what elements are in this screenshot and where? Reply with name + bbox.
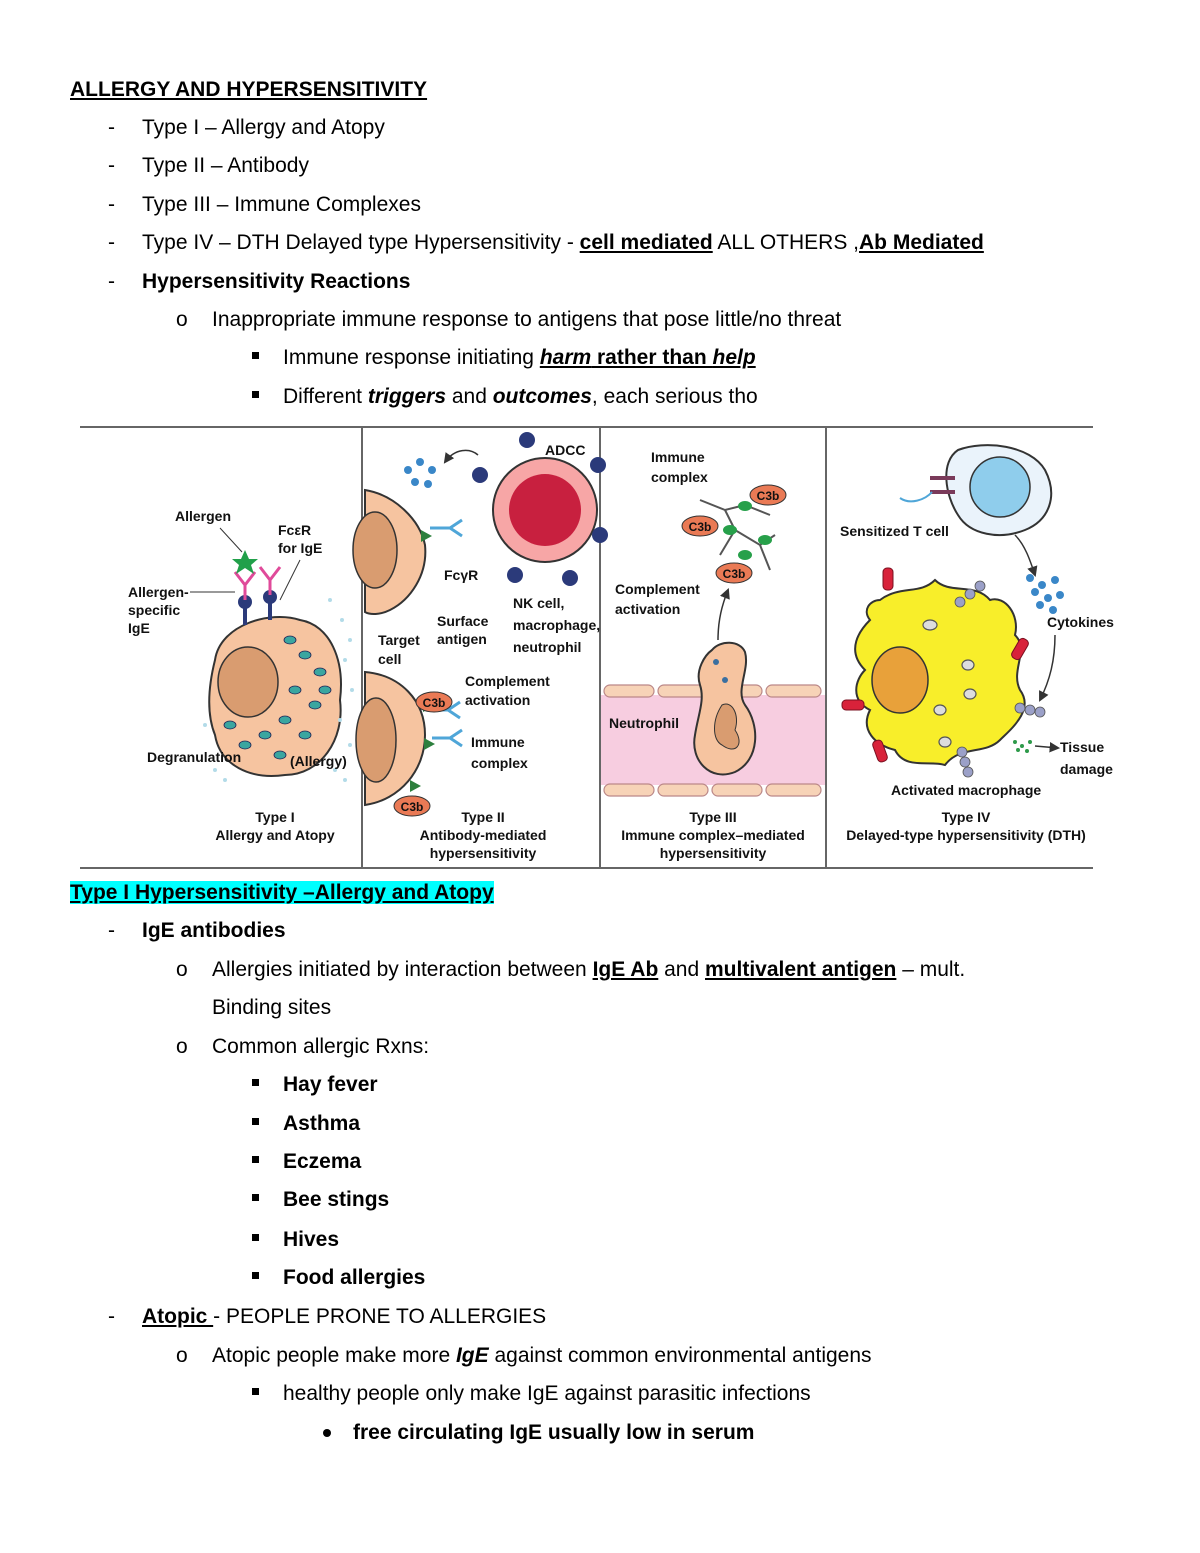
target-cell-label-2: cell [378, 651, 402, 667]
help-term: help [712, 346, 756, 369]
macrophage-nucleus [872, 647, 928, 713]
t-cell-nucleus [970, 457, 1030, 517]
free-ige-line: free circulating IgE usually low in serum [353, 1421, 755, 1444]
c3b-label-2: C3b [400, 800, 424, 814]
init-pre: Allergies initiated by interaction between [212, 958, 593, 981]
allergies-initiated-line [212, 956, 965, 984]
triggers-pre: Different [283, 385, 368, 408]
allergen-specific-label-3: IgE [128, 620, 150, 636]
binding-sites-line: Binding sites [212, 996, 332, 1019]
nk-label-3: neutrophil [513, 639, 582, 655]
type-4-text: Type IV – DTH Delayed type Hypersensitivity - [142, 231, 580, 254]
mast-cell-nucleus [218, 647, 278, 717]
tissue-damage-label: Tissue [1060, 739, 1105, 755]
multivalent-antigen-term: multivalent antigen [705, 958, 897, 981]
common-allergic-line: Common allergic Rxns: [212, 1035, 430, 1058]
rather-than: rather than [591, 346, 713, 369]
complement-label-2: activation [465, 692, 531, 708]
circle-bullet: o [176, 1035, 188, 1058]
triggers-term: triggers [367, 385, 447, 408]
target-cell-label: Target [378, 632, 420, 648]
fcer-label: FcεR [278, 522, 312, 538]
square-bullet [252, 1194, 259, 1201]
type-2-item: Type II – Antibody [142, 154, 309, 177]
ige-term: IgE [455, 1344, 489, 1367]
square-bullet [252, 1156, 259, 1163]
for-ige-label: for IgE [278, 540, 323, 556]
cell-mediated-term: cell mediated [579, 231, 713, 254]
ige-antibodies-item: IgE antibodies [142, 919, 286, 942]
antigen-ellipses [723, 501, 772, 560]
harm-term: harm [539, 346, 592, 369]
square-bullet [252, 1118, 259, 1125]
hypersensitivity-sub: Inappropriate immune response to antigens that pose little/no threat [212, 308, 842, 331]
triggers-and: and [446, 385, 493, 408]
reaction-item: Eczema [283, 1150, 362, 1173]
activated-macrophage-label: Activated macrophage [891, 782, 1042, 798]
immune-complex-label: Immune [471, 734, 525, 750]
cytokine-dots [1026, 574, 1064, 614]
c3b-label-3: C3b [756, 489, 780, 503]
atopic-item [142, 1303, 546, 1331]
type-2-caption-desc: Antibody-mediated [419, 827, 547, 843]
ige-ab-term: IgE Ab [592, 958, 659, 981]
reaction-item: Asthma [283, 1112, 361, 1135]
type-3-caption-desc: Immune complex–mediated [621, 827, 805, 843]
type-4-caption-desc: Delayed-type hypersensitivity (DTH) [846, 827, 1086, 843]
type-1-caption: Type I [255, 809, 295, 825]
harm-line-pre: Immune response initiating [283, 346, 540, 369]
tissue-damage-dots [1013, 740, 1032, 753]
c3b-label: C3b [422, 696, 446, 710]
surface-antigen-label: Surface [437, 613, 489, 629]
triggers-post: , each serious tho [591, 385, 758, 408]
type-1-heading-text: Type I Hypersensitivity –Allergy and Atopy [70, 881, 494, 904]
granzyme-dots [404, 458, 436, 488]
complement-label-3: Complement [615, 581, 700, 597]
c3b-label-4: C3b [688, 520, 712, 534]
ab-mediated-term: Ab Mediated [859, 231, 984, 254]
atopic-sub-pre: Atopic people make more [212, 1344, 456, 1367]
round-bullet [323, 1429, 331, 1437]
type-1-section-heading [70, 879, 494, 907]
list-dash: - [108, 231, 115, 254]
immune-complex [700, 500, 775, 570]
tissue-damage-label-2: damage [1060, 761, 1113, 777]
reaction-item: Hay fever [283, 1073, 378, 1096]
list-dash: - [108, 1305, 115, 1328]
immune-complex-label-2: complex [471, 755, 528, 771]
nk-label-2: macrophage, [513, 617, 601, 633]
surface-antigen-label-2: antigen [437, 631, 487, 647]
atopic-sub-post: against common environmental antigens [488, 1344, 872, 1367]
square-bullet [252, 1388, 259, 1395]
type-2-caption: Type II [461, 809, 505, 825]
nk-label: NK cell, [513, 595, 565, 611]
complement-label-4: activation [615, 601, 681, 617]
type-3-caption-desc-2: hypersensitivity [659, 845, 767, 861]
atopic-people-line [212, 1342, 872, 1370]
type-1-caption-desc: Allergy and Atopy [215, 827, 335, 843]
allergy-label: (Allergy) [290, 753, 347, 769]
degranulation-label: Degranulation [147, 749, 242, 765]
list-dash: - [108, 270, 115, 293]
page-title: ALLERGY AND HYPERSENSITIVITY [70, 78, 428, 101]
circle-bullet: o [176, 308, 188, 331]
list-dash: - [108, 919, 115, 942]
cytokines-label: Cytokines [1047, 614, 1114, 630]
allergen-specific-label-2: specific [128, 602, 181, 618]
sensitized-t-cell-label: Sensitized T cell [840, 523, 949, 539]
type-4-mid: ALL OTHERS , [712, 231, 860, 254]
square-bullet [252, 1234, 259, 1241]
allergen-specific-label: Allergen- [128, 584, 189, 600]
complement-label: Complement [465, 673, 550, 689]
circle-bullet: o [176, 958, 188, 981]
type-3-caption: Type III [689, 809, 737, 825]
outcomes-term: outcomes [492, 385, 592, 408]
immune-complex-label-4: complex [651, 469, 708, 485]
list-dash: - [108, 154, 115, 177]
square-bullet [252, 1079, 259, 1086]
panel-type-1 [128, 508, 354, 843]
immune-complex-label-3: Immune [651, 449, 705, 465]
square-bullet [252, 1272, 259, 1279]
fcgr-label: FcγR [444, 567, 479, 583]
type-3-item: Type III – Immune Complexes [142, 193, 421, 216]
panel-type-4 [840, 445, 1114, 843]
adcc-label: ADCC [545, 442, 586, 458]
type-2-caption-desc-2: hypersensitivity [429, 845, 537, 861]
reaction-item: Food allergies [283, 1266, 426, 1289]
init-post: – mult. [896, 958, 966, 981]
target-cell-nucleus [353, 512, 397, 588]
atopic-post: - PEOPLE PRONE TO ALLERGIES [213, 1305, 547, 1328]
nk-cell-nucleus [509, 474, 581, 546]
allergen-label: Allergen [175, 508, 232, 524]
reaction-item: Hives [283, 1228, 340, 1251]
allergen-star [232, 550, 258, 574]
hypersensitivity-title: Hypersensitivity Reactions [142, 270, 411, 293]
init-and: and [658, 958, 705, 981]
list-dash: - [108, 116, 115, 139]
healthy-people-line: healthy people only make IgE against parasitic infections [283, 1382, 811, 1405]
list-dash: - [108, 193, 115, 216]
target-cell-nucleus-2 [356, 698, 396, 782]
panel-type-2 [353, 432, 608, 861]
c3b-label-5: C3b [722, 567, 746, 581]
atopic-term: Atopic [142, 1305, 214, 1328]
type-1-item: Type I – Allergy and Atopy [142, 116, 385, 139]
type-4-caption: Type IV [941, 809, 991, 825]
reaction-item: Bee stings [283, 1188, 390, 1211]
circle-bullet: o [176, 1344, 188, 1367]
panel-type-3 [601, 449, 825, 861]
neutrophil-label: Neutrophil [609, 715, 679, 731]
